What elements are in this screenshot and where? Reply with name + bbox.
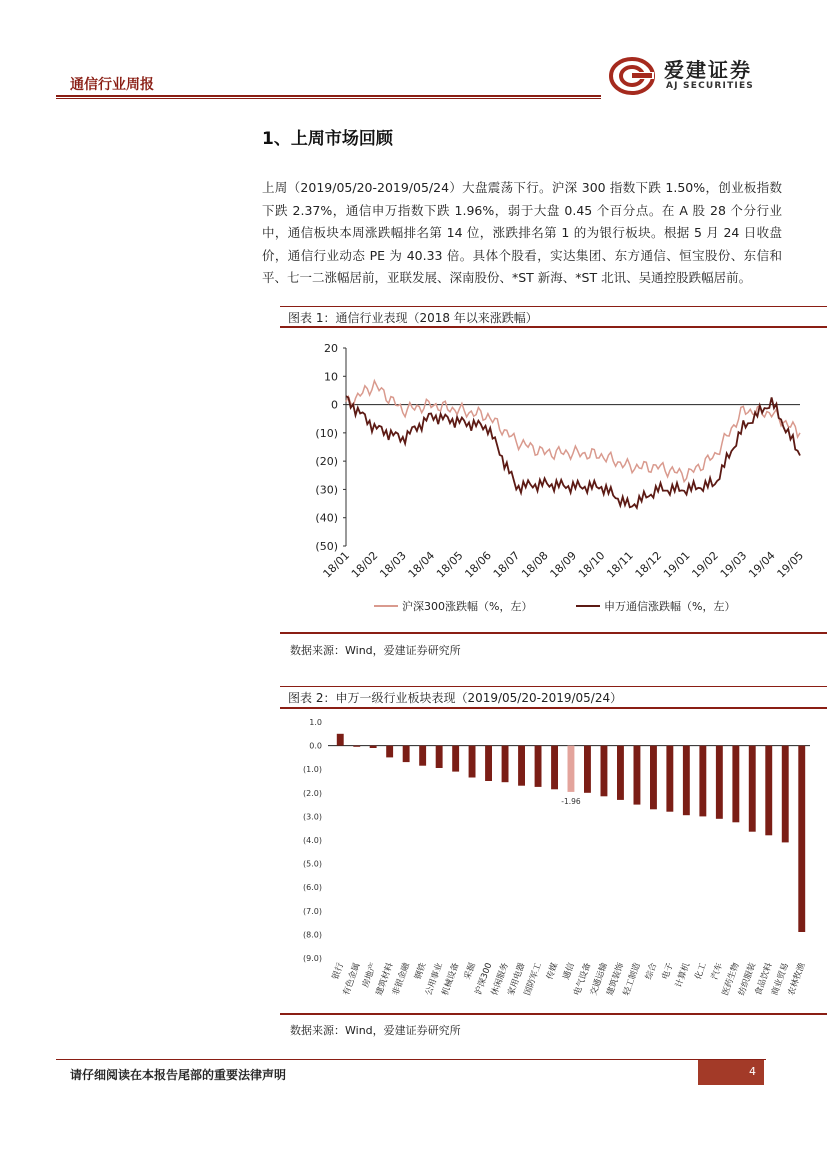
y-tick-label: (5.0) [303,859,322,869]
y-tick-label: (30) [315,483,338,497]
bar [650,746,657,810]
x-tick-label: 沪深300 [473,961,495,997]
bar [732,746,739,823]
legend-label: 沪深300涨跌幅（%，左） [402,600,533,613]
x-tick-label: 非银金融 [390,961,412,997]
x-tick-label: 18/01 [320,548,353,581]
x-tick-label: 通信 [561,961,577,982]
figure2-caption-rule [280,707,827,709]
bar [353,746,360,747]
x-tick-label: 机械设备 [440,961,462,997]
x-tick-label: 18/10 [575,548,608,581]
x-tick-label: 建筑材料 [374,961,396,997]
figure2-caption: 图表 2：申万一级行业板块表现（2019/05/20-2019/05/24） [288,691,623,705]
bar [568,746,575,792]
bar [617,746,624,800]
bar-chart [280,710,827,1010]
bar [699,746,706,817]
bar [782,746,789,843]
logo-en: AJ SECURITIES [666,81,754,91]
bar [634,746,641,805]
bar [419,746,426,766]
x-tick-label: 19/03 [717,548,750,581]
x-tick-label: 18/04 [405,548,438,581]
x-tick-label: 采掘 [462,961,478,982]
x-tick-label: 休闲服务 [489,961,511,997]
y-tick-label: (4.0) [303,836,322,845]
page-number: 4 [698,1060,764,1085]
y-tick-label: 10 [324,370,338,384]
x-tick-label: 19/02 [689,548,721,581]
x-tick-label: 18/12 [632,548,665,581]
header-rule [56,95,601,97]
line-chart [280,330,827,630]
bar [436,746,443,768]
x-tick-label: 18/07 [490,548,523,581]
logo-mark-icon [608,56,656,96]
x-tick-label: 电气设备 [572,961,594,997]
market-review-paragraph: 上周（2019/05/20-2019/05/24）大盘震荡下行。沪深 300 指数下跌 1.50%，创业板指数下跌 2.37%，通信申万指数下跌 1.96%，弱于大盘 0.45 个百分点。在 A 股 28 个分行业中，通信板块本周涨跌幅排名第 14 位，涨跌排名第 1 的为银行板块。根据 5 月 24 日收盘价，通信行业动态 PE 为 40.33 倍。具体个股看，实达集团、东方通信、恒宝股份、东信和平、七一二涨幅居前，亚联发展、深南股份、*ST 新海、*ST 北讯、吴通控股跌幅居前。 [262,180,782,285]
bar [337,734,344,746]
bar [485,746,492,781]
y-tick-label: (3.0) [303,812,322,822]
bar [749,746,756,832]
figure1-caption-rule [280,326,827,328]
section-title: 1、上周市场回顾 [262,129,393,149]
y-tick-label: (6.0) [303,883,322,893]
x-tick-label: 房地产 [360,961,380,990]
bar [716,746,723,819]
footer-disclaimer: 请仔细阅读在本报告尾部的重要法律声明 [70,1068,287,1082]
bar [683,746,690,816]
x-tick-label: 传媒 [545,961,561,982]
x-tick-label: 纺织服装 [737,961,759,997]
x-tick-label: 计算机 [674,961,693,990]
x-tick-label: 食品饮料 [753,961,775,997]
x-tick-label: 建筑装饰 [605,961,627,997]
x-tick-label: 19/04 [746,548,778,581]
y-tick-label: 1.0 [309,718,322,727]
bar [403,746,410,763]
bar [666,746,673,812]
x-tick-label: 商业贸易 [770,961,792,997]
footer-rule [56,1059,766,1060]
x-tick-label: 18/02 [348,548,381,581]
series-line [346,381,800,482]
y-tick-label: 20 [324,342,338,355]
figure1-top-rule [280,306,827,307]
bar [584,746,591,793]
y-tick-label: (40) [315,511,338,525]
bar [601,746,608,797]
x-tick-label: 18/06 [462,548,494,581]
header-rule-thin [56,98,601,99]
bar [765,746,772,836]
x-tick-label: 汽车 [709,961,726,982]
bar [551,746,558,790]
x-tick-label: 18/03 [377,548,409,581]
y-tick-label: (1.0) [303,765,322,775]
y-tick-label: 0.0 [309,741,322,751]
x-tick-label: 电子 [660,961,676,982]
x-tick-label: 19/05 [774,548,807,581]
x-tick-label: 综合 [644,961,660,982]
bar [370,746,377,748]
y-tick-label: 0 [331,398,338,412]
y-tick-label: (7.0) [303,906,322,916]
x-tick-label: 18/09 [547,548,580,581]
figure2-bottom-rule [280,1013,827,1015]
x-tick-label: 18/08 [519,548,551,581]
x-tick-label: 钢铁 [413,961,429,982]
bar [386,746,393,758]
legend-label: 申万通信涨跌幅（%，左） [604,600,736,613]
figure2-source: 数据来源：Wind，爱建证券研究所 [290,1024,461,1037]
y-tick-label: (20) [315,455,338,469]
x-tick-label: 公用事业 [423,961,445,997]
y-tick-label: (10) [315,426,338,440]
x-tick-label: 医药生物 [720,961,742,997]
figure1-source: 数据来源：Wind，爱建证券研究所 [290,644,461,657]
bar [452,746,459,772]
x-tick-label: 18/11 [604,548,636,581]
x-tick-label: 有色金属 [341,961,363,997]
figure2-top-rule [280,686,827,687]
y-tick-label: (2.0) [303,788,322,798]
x-tick-label: 18/05 [434,548,466,581]
x-tick-label: 农林牧渔 [786,961,808,997]
y-tick-label: (9.0) [303,954,322,963]
bar [798,746,805,932]
x-tick-label: 19/01 [661,548,693,581]
x-tick-label: 银行 [330,961,347,982]
x-tick-label: 轻工制造 [621,961,643,997]
y-tick-label: (50) [315,540,338,553]
y-tick-label: (8.0) [303,930,322,940]
figure1-bottom-rule [280,632,827,634]
bar [469,746,476,778]
logo-cn: 爱建证券 [664,58,752,82]
bar [502,746,509,783]
bar [535,746,542,787]
company-logo [608,54,778,98]
report-title: 通信行业周报 [70,77,154,93]
bar-data-label: -1.96 [561,796,581,806]
x-tick-label: 交通运输 [588,961,610,997]
x-tick-label: 化工 [693,961,709,982]
x-tick-label: 国防军工 [522,961,544,997]
x-tick-label: 家用电器 [506,961,528,997]
figure1-caption: 图表 1：通信行业表现（2018 年以来涨跌幅） [288,311,538,325]
bar [518,746,525,786]
